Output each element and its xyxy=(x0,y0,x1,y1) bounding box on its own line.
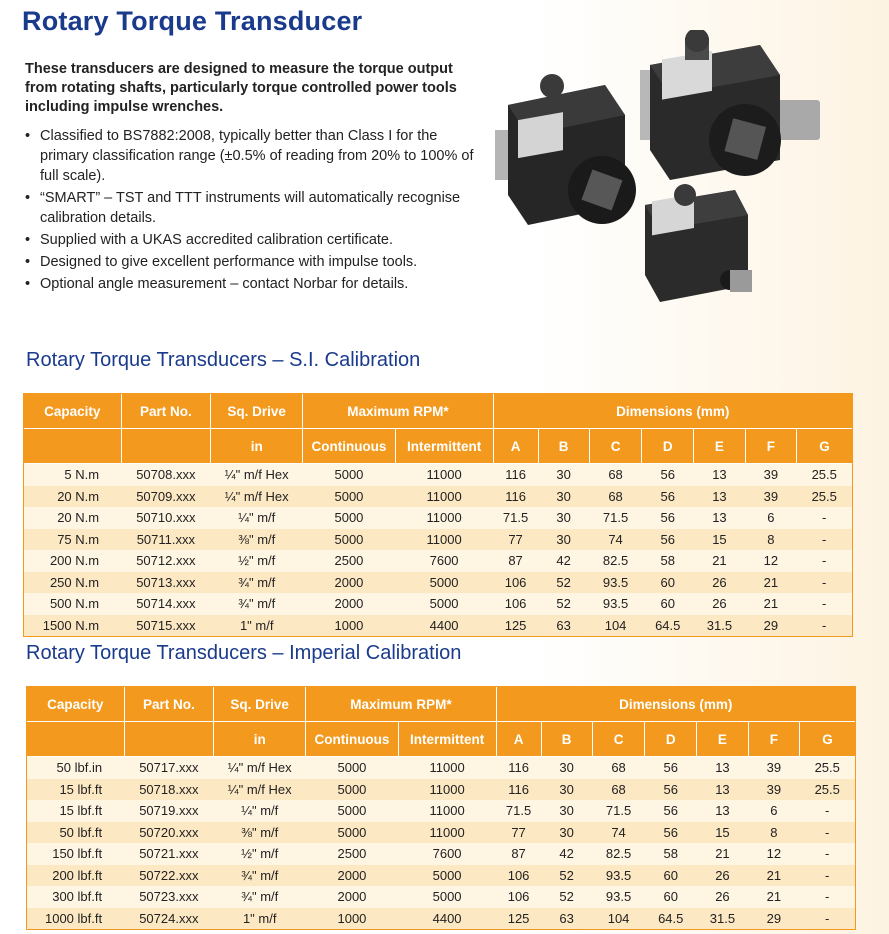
table-cell: 2500 xyxy=(306,843,398,865)
table-cell: 39 xyxy=(748,757,799,779)
table-row xyxy=(24,529,852,551)
table-cell: 4400 xyxy=(395,615,493,637)
col-capacity-sub xyxy=(24,429,121,464)
table-cell: 52 xyxy=(541,865,592,887)
table-cell: 26 xyxy=(694,593,746,615)
table-cell: 4400 xyxy=(398,908,496,930)
intro-paragraph: These transducers are designed to measure the torque output from rotating shafts, particularly torque controlled power tools including impulse wrenches. xyxy=(25,61,457,115)
table-cell: 2000 xyxy=(303,593,395,615)
table-cell: 74 xyxy=(592,822,645,844)
table-cell: 71.5 xyxy=(493,507,538,529)
table-cell: 68 xyxy=(592,779,645,801)
table-cell: 13 xyxy=(694,464,746,486)
table-cell: 13 xyxy=(697,800,749,822)
table-cell: 6 xyxy=(748,800,799,822)
table-cell: 50722.xxx xyxy=(124,865,213,887)
table-cell: 2000 xyxy=(306,865,398,887)
table-cell: 11000 xyxy=(395,507,493,529)
table-cell: 50709.xxx xyxy=(121,486,210,508)
table-cell: 30 xyxy=(538,507,589,529)
table-cell: 26 xyxy=(697,865,749,887)
table-cell: 106 xyxy=(493,593,538,615)
col-part-no: Part No. xyxy=(121,394,210,429)
table-cell: 77 xyxy=(496,822,541,844)
col-dim-d: D xyxy=(642,429,694,464)
table-cell: 77 xyxy=(493,529,538,551)
table-cell: 29 xyxy=(748,908,799,930)
col-dim-c: C xyxy=(592,722,645,757)
table-cell: 11000 xyxy=(395,464,493,486)
table-cell: 5000 xyxy=(303,507,395,529)
table-cell: 30 xyxy=(538,529,589,551)
table-cell: 7600 xyxy=(398,843,496,865)
col-sq-drive: Sq. Drive xyxy=(214,687,306,722)
table-row xyxy=(24,550,852,572)
table-cell: 12 xyxy=(748,843,799,865)
col-dim-f: F xyxy=(745,429,796,464)
table-cell: - xyxy=(796,593,852,615)
table-cell: ¼" m/f Hex xyxy=(214,757,306,779)
table-cell: 50724.xxx xyxy=(124,908,213,930)
table-cell: 63 xyxy=(541,908,592,930)
table-cell: - xyxy=(799,822,855,844)
table-cell: 106 xyxy=(496,865,541,887)
feature-item: • Classified to BS7882:2008, typically better than Class I for the primary classification range (±0.5% of reading from 20% to 100% of full scale). xyxy=(25,128,474,184)
table-cell: 2000 xyxy=(306,886,398,908)
table-cell: 50721.xxx xyxy=(124,843,213,865)
table-cell: 1500 N.m xyxy=(24,615,121,637)
table-cell: 21 xyxy=(748,865,799,887)
table-cell: ¾" m/f xyxy=(211,572,303,594)
table-cell: 31.5 xyxy=(697,908,749,930)
table-cell: 63 xyxy=(538,615,589,637)
table-cell: ¼" m/f Hex xyxy=(211,464,303,486)
col-max-rpm: Maximum RPM* xyxy=(303,394,493,429)
table-cell: 15 lbf.ft xyxy=(27,800,124,822)
table-cell: 42 xyxy=(538,550,589,572)
col-dim-b: B xyxy=(538,429,589,464)
table-cell: 11000 xyxy=(395,486,493,508)
col-sq-unit: in xyxy=(214,722,306,757)
table-cell: 64.5 xyxy=(642,615,694,637)
table-cell: 106 xyxy=(496,886,541,908)
col-dim-g: G xyxy=(796,429,852,464)
table-cell: 93.5 xyxy=(592,865,645,887)
table-cell: - xyxy=(796,550,852,572)
table-cell: 5000 xyxy=(398,886,496,908)
table-cell: 93.5 xyxy=(589,593,642,615)
table-cell: - xyxy=(799,843,855,865)
table-cell: ¼" m/f Hex xyxy=(214,779,306,801)
table-cell: 52 xyxy=(538,593,589,615)
table-cell: 87 xyxy=(493,550,538,572)
col-sq-unit: in xyxy=(211,429,303,464)
table-cell: 56 xyxy=(642,464,694,486)
col-dim-e: E xyxy=(697,722,749,757)
table-row xyxy=(27,865,855,887)
table-cell: 68 xyxy=(592,757,645,779)
table-cell: 5000 xyxy=(306,779,398,801)
table-cell: 50717.xxx xyxy=(124,757,213,779)
table-cell: 71.5 xyxy=(589,507,642,529)
table-cell: 8 xyxy=(745,529,796,551)
table-cell: 106 xyxy=(493,572,538,594)
col-intermittent: Intermittent xyxy=(398,722,496,757)
table-cell: 93.5 xyxy=(592,886,645,908)
table-cell: 75 N.m xyxy=(24,529,121,551)
col-dimensions: Dimensions (mm) xyxy=(496,687,855,722)
table-row xyxy=(24,486,852,508)
table-cell: 2500 xyxy=(303,550,395,572)
table-cell: 116 xyxy=(493,464,538,486)
table-row xyxy=(27,908,855,930)
table-cell: - xyxy=(799,800,855,822)
table-cell: 21 xyxy=(694,550,746,572)
col-capacity: Capacity xyxy=(24,394,121,429)
col-dim-c: C xyxy=(589,429,642,464)
table-cell: 60 xyxy=(642,593,694,615)
imperial-table-body xyxy=(27,757,855,930)
table-cell: 21 xyxy=(748,886,799,908)
table-cell: 25.5 xyxy=(796,486,852,508)
table-cell: 60 xyxy=(642,572,694,594)
table-cell: 5000 xyxy=(306,800,398,822)
feature-list xyxy=(22,126,482,296)
table-cell: 21 xyxy=(745,572,796,594)
table-cell: 50715.xxx xyxy=(121,615,210,637)
table-cell: ⅜" m/f xyxy=(214,822,306,844)
table-cell: 30 xyxy=(541,757,592,779)
table-cell: 50714.xxx xyxy=(121,593,210,615)
col-dim-e: E xyxy=(694,429,746,464)
table-cell: 25.5 xyxy=(796,464,852,486)
table-cell: ⅜" m/f xyxy=(211,529,303,551)
table-cell: 64.5 xyxy=(645,908,697,930)
si-table-body xyxy=(24,464,852,637)
col-dimensions: Dimensions (mm) xyxy=(493,394,852,429)
table-cell: 8 xyxy=(748,822,799,844)
table-cell: 68 xyxy=(589,486,642,508)
table-cell: 250 N.m xyxy=(24,572,121,594)
table-cell: 68 xyxy=(589,464,642,486)
table-cell: 30 xyxy=(541,800,592,822)
table-cell: 30 xyxy=(541,822,592,844)
table-cell: 93.5 xyxy=(589,572,642,594)
feature-item: • Designed to give excellent performance with impulse tools. xyxy=(25,254,418,270)
table-cell: 56 xyxy=(642,529,694,551)
col-intermittent: Intermittent xyxy=(395,429,493,464)
table-cell: 60 xyxy=(645,865,697,887)
table-cell: ¾" m/f xyxy=(214,886,306,908)
table-cell: 116 xyxy=(493,486,538,508)
table-cell: 52 xyxy=(538,572,589,594)
col-part-no-sub xyxy=(121,429,210,464)
table-cell: 52 xyxy=(541,886,592,908)
table-row xyxy=(27,886,855,908)
col-dim-b: B xyxy=(541,722,592,757)
table-cell: 26 xyxy=(697,886,749,908)
table-cell: 7600 xyxy=(395,550,493,572)
table-cell: - xyxy=(799,886,855,908)
table-cell: 5000 xyxy=(306,757,398,779)
table-cell: 50720.xxx xyxy=(124,822,213,844)
table-cell: 200 N.m xyxy=(24,550,121,572)
table-row xyxy=(24,572,852,594)
table-cell: 21 xyxy=(745,593,796,615)
table-cell: 87 xyxy=(496,843,541,865)
feature-item: • “SMART” – TST and TTT instruments will automatically recognise calibration details. xyxy=(25,190,461,226)
table-cell: 50 lbf.ft xyxy=(27,822,124,844)
table-cell: ¾" m/f xyxy=(214,865,306,887)
table-cell: 56 xyxy=(642,486,694,508)
table-cell: 20 N.m xyxy=(24,486,121,508)
table-cell: 1000 lbf.ft xyxy=(27,908,124,930)
imperial-calibration-table xyxy=(27,687,855,929)
table-cell: 1000 xyxy=(306,908,398,930)
table-cell: ½" m/f xyxy=(214,843,306,865)
table-cell: 125 xyxy=(496,908,541,930)
table-cell: 116 xyxy=(496,757,541,779)
col-max-rpm: Maximum RPM* xyxy=(306,687,496,722)
table-cell: 50712.xxx xyxy=(121,550,210,572)
table-row xyxy=(24,507,852,529)
table-cell: 15 xyxy=(694,529,746,551)
table-cell: ¾" m/f xyxy=(211,593,303,615)
table-cell: ¼" m/f xyxy=(211,507,303,529)
table-row xyxy=(27,757,855,779)
table-cell: 13 xyxy=(697,779,749,801)
table-cell: 50718.xxx xyxy=(124,779,213,801)
page-title: Rotary Torque Transducer xyxy=(22,6,363,36)
table-cell: 39 xyxy=(745,464,796,486)
table-row xyxy=(27,779,855,801)
table-cell: 50719.xxx xyxy=(124,800,213,822)
table-cell: 11000 xyxy=(398,779,496,801)
table-cell: 12 xyxy=(745,550,796,572)
col-part-no: Part No. xyxy=(124,687,213,722)
table-cell: 5000 xyxy=(303,529,395,551)
table-cell: 74 xyxy=(589,529,642,551)
table-cell: 71.5 xyxy=(592,800,645,822)
table-cell: 5000 xyxy=(395,593,493,615)
table-cell: 42 xyxy=(541,843,592,865)
table-cell: 58 xyxy=(645,843,697,865)
table-cell: 20 N.m xyxy=(24,507,121,529)
table-cell: 15 xyxy=(697,822,749,844)
table-cell: 60 xyxy=(645,886,697,908)
table-cell: 39 xyxy=(748,779,799,801)
table-cell: 56 xyxy=(645,822,697,844)
table-cell: - xyxy=(796,572,852,594)
table-cell: 21 xyxy=(697,843,749,865)
table-cell: 30 xyxy=(538,486,589,508)
table-cell: 11000 xyxy=(398,800,496,822)
table-cell: - xyxy=(799,908,855,930)
table-cell: - xyxy=(796,529,852,551)
table-cell: 5000 xyxy=(303,464,395,486)
table-row xyxy=(24,615,852,637)
table-cell: 125 xyxy=(493,615,538,637)
table-cell: 29 xyxy=(745,615,796,637)
si-calibration-table xyxy=(24,394,852,636)
table-cell: ¼" m/f Hex xyxy=(211,486,303,508)
table-cell: - xyxy=(799,865,855,887)
table-cell: 5 N.m xyxy=(24,464,121,486)
table-cell: ½" m/f xyxy=(211,550,303,572)
feature-item: • Optional angle measurement – contact Norbar for details. xyxy=(25,276,409,292)
table-cell: 39 xyxy=(745,486,796,508)
table-cell: 104 xyxy=(589,615,642,637)
col-part-no-sub xyxy=(124,722,213,757)
table-cell: 25.5 xyxy=(799,779,855,801)
col-continuous: Continuous xyxy=(306,722,398,757)
table-cell: 116 xyxy=(496,779,541,801)
table-cell: 15 lbf.ft xyxy=(27,779,124,801)
table-cell: 26 xyxy=(694,572,746,594)
table-cell: 300 lbf.ft xyxy=(27,886,124,908)
table-cell: 5000 xyxy=(303,486,395,508)
table-cell: 30 xyxy=(541,779,592,801)
col-dim-f: F xyxy=(748,722,799,757)
table-cell: 1" m/f xyxy=(214,908,306,930)
imperial-section-title: Rotary Torque Transducers – Imperial Calibration xyxy=(26,642,462,664)
table-cell: 1000 xyxy=(303,615,395,637)
table-row xyxy=(24,593,852,615)
table-cell: 13 xyxy=(694,507,746,529)
table-row xyxy=(24,464,852,486)
table-cell: 50711.xxx xyxy=(121,529,210,551)
col-dim-a: A xyxy=(496,722,541,757)
col-sq-drive: Sq. Drive xyxy=(211,394,303,429)
table-cell: 2000 xyxy=(303,572,395,594)
table-cell: 11000 xyxy=(398,822,496,844)
table-cell: 150 lbf.ft xyxy=(27,843,124,865)
table-cell: 82.5 xyxy=(592,843,645,865)
table-cell: 50710.xxx xyxy=(121,507,210,529)
table-cell: 71.5 xyxy=(496,800,541,822)
table-cell: 30 xyxy=(538,464,589,486)
table-cell: 25.5 xyxy=(799,757,855,779)
col-capacity-sub xyxy=(27,722,124,757)
table-cell: ¼" m/f xyxy=(214,800,306,822)
table-row xyxy=(27,843,855,865)
table-cell: 500 N.m xyxy=(24,593,121,615)
table-cell: 50 lbf.in xyxy=(27,757,124,779)
col-dim-g: G xyxy=(799,722,855,757)
table-cell: - xyxy=(796,507,852,529)
col-dim-a: A xyxy=(493,429,538,464)
si-section-title: Rotary Torque Transducers – S.I. Calibration xyxy=(26,349,421,371)
table-row xyxy=(27,800,855,822)
table-cell: 13 xyxy=(694,486,746,508)
table-cell: 56 xyxy=(645,757,697,779)
col-continuous: Continuous xyxy=(303,429,395,464)
table-cell: 56 xyxy=(645,779,697,801)
col-dim-d: D xyxy=(645,722,697,757)
table-cell: 5000 xyxy=(306,822,398,844)
table-cell: 56 xyxy=(645,800,697,822)
table-cell: - xyxy=(796,615,852,637)
table-cell: 200 lbf.ft xyxy=(27,865,124,887)
table-cell: 5000 xyxy=(395,572,493,594)
table-cell: 50708.xxx xyxy=(121,464,210,486)
table-cell: 1" m/f xyxy=(211,615,303,637)
transducer-product-photo xyxy=(490,30,830,320)
table-cell: 82.5 xyxy=(589,550,642,572)
table-cell: 50713.xxx xyxy=(121,572,210,594)
table-cell: 56 xyxy=(642,507,694,529)
table-cell: 13 xyxy=(697,757,749,779)
col-capacity: Capacity xyxy=(27,687,124,722)
table-cell: 11000 xyxy=(398,757,496,779)
table-cell: 104 xyxy=(592,908,645,930)
table-cell: 58 xyxy=(642,550,694,572)
table-cell: 11000 xyxy=(395,529,493,551)
table-cell: 50723.xxx xyxy=(124,886,213,908)
feature-item: • Supplied with a UKAS accredited calibration certificate. xyxy=(25,232,394,248)
table-cell: 6 xyxy=(745,507,796,529)
table-row xyxy=(27,822,855,844)
table-cell: 31.5 xyxy=(694,615,746,637)
table-cell: 5000 xyxy=(398,865,496,887)
